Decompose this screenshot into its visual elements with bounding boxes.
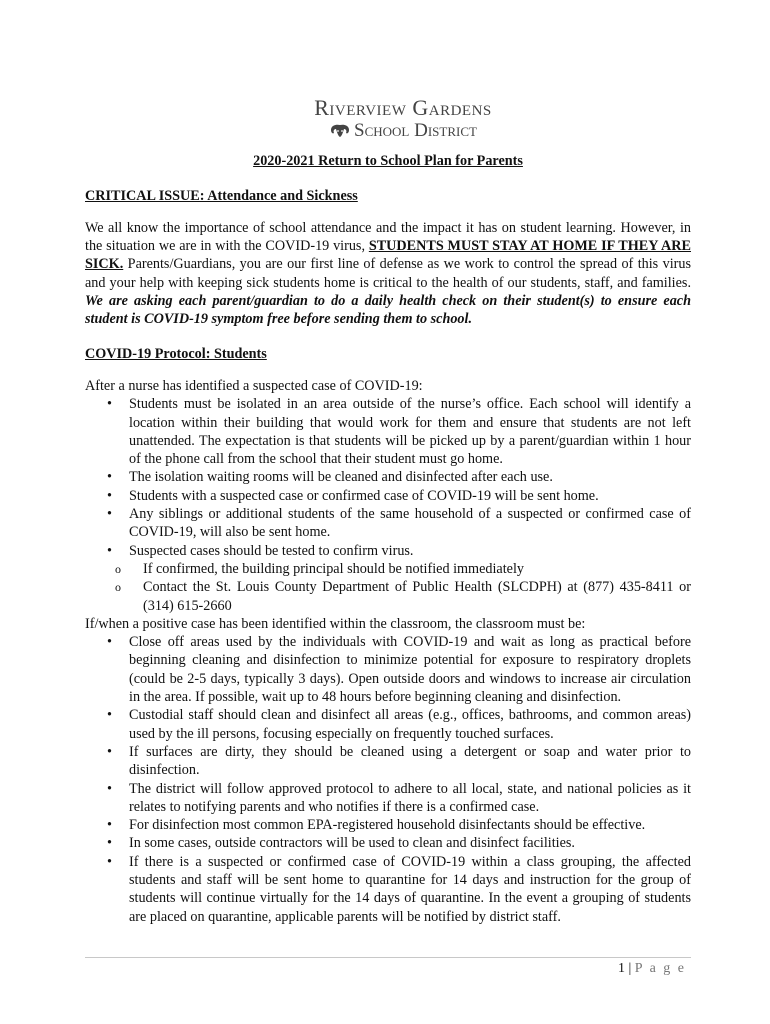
nurse-sub-bullet-list (85, 560, 691, 615)
critical-issue-heading: CRITICAL ISSUE: Attendance and Sickness (85, 187, 358, 204)
document-page (85, 96, 691, 926)
list-item: • Students with a suspected case or confirmed case of COVID-19 will be sent home. (85, 487, 691, 505)
list-item: • Suspected cases should be tested to confirm virus. (85, 542, 691, 560)
footer-divider (85, 957, 691, 958)
logo-line-2-wrap (329, 120, 477, 142)
critical-text-1: We all know the importance of school attendance and the impact it has on student learning. However, in the situation we are in with the COVID-19 virus, (85, 219, 691, 255)
list-item: • Custodial staff should clean and disinfect all areas (e.g., offices, bathrooms, and common areas) used by the ill persons, focusing especially on frequently touched surfaces. (85, 706, 691, 743)
list-item: • The isolation waiting rooms will be cleaned and disinfected after each use. (85, 468, 691, 486)
list-item: • If surfaces are dirty, they should be cleaned using a detergent or soap and water prior to disinfection. (85, 743, 691, 780)
list-item: • Any siblings or additional students of the same household of a suspected or confirmed case of COVID-19, will also be sent home. (85, 505, 691, 542)
list-item: • For disinfection most common EPA-registered household disinfectants should be effective. (85, 816, 691, 834)
health-check-emphasis: We are asking each parent/guardian to do a daily health check on their student(s) to ensure each student is COVID-19 symptom free before sending them to school. (85, 293, 691, 328)
nurse-bullet-list (85, 395, 691, 560)
district-logo (115, 96, 691, 144)
list-item: • If there is a suspected or confirmed case of COVID-19 within a class grouping, the affected students and staff will be sent home to quarantine for 14 days and instruction for the group of students will continue virtually for the 14 days of quarantine. In the event a grouping of students are placed on quarantine, applicable parents will be notified by district staff. (85, 853, 691, 926)
protocol-heading: COVID-19 Protocol: Students (85, 345, 267, 362)
critical-text-2: Parents/Guardians, you are our first line of defense as we work to control the spread of this virus and your help with keeping sick students home is critical to the health of our students, staff, and families. (85, 256, 691, 291)
page-number: 1 (617, 961, 625, 976)
list-item: • Students must be isolated in an area outside of the nurse’s office. Each school will identify a location within their building that would work for them and ensure that students are not left unattended. The expectation is that students will be picked up by a parent/guardian within 1 hour of the phone call from the school that their student must go home. (85, 395, 691, 468)
positive-case-intro: If/when a positive case has been identified within the classroom, the classroom must be: (85, 615, 586, 632)
ram-head-icon (329, 123, 351, 139)
page-footer (618, 960, 686, 978)
nurse-intro: After a nurse has identified a suspected case of COVID-19: (85, 377, 423, 394)
logo-line-1: Riverview Gardens (314, 95, 492, 120)
stay-home-emphasis: STUDENTS MUST STAY AT HOME IF THEY ARE SICK. (85, 238, 691, 273)
page-label: P a g e (634, 961, 686, 976)
sub-list-item: o Contact the St. Louis County Department of Public Health (SLCDPH) at (877) 435-8411 or (314) 615-2660 (85, 578, 691, 615)
page-separator: | (628, 961, 632, 976)
logo-line-2: School District (354, 120, 477, 141)
sub-list-item: o If confirmed, the building principal should be notified immediately (85, 560, 691, 578)
list-item: • In some cases, outside contractors will be used to clean and disinfect facilities. (85, 834, 691, 852)
critical-issue-paragraph (85, 219, 691, 329)
document-title: 2020-2021 Return to School Plan for Parents (253, 153, 523, 170)
list-item: • The district will follow approved protocol to adhere to all local, state, and national policies as it relates to notifying parents and who notifies if there is a confirmed case. (85, 780, 691, 817)
list-item: • Close off areas used by the individuals with COVID-19 and wait as long as practical before beginning cleaning and disinfection to minimize potential for exposure to respiratory droplets (could be 2-5 days, typically 3 days). Open outside doors and windows to increase air circulation in the area. If possible, wait up to 48 hours before beginning cleaning and disinfection. (85, 633, 691, 706)
positive-case-bullet-list (85, 633, 691, 926)
